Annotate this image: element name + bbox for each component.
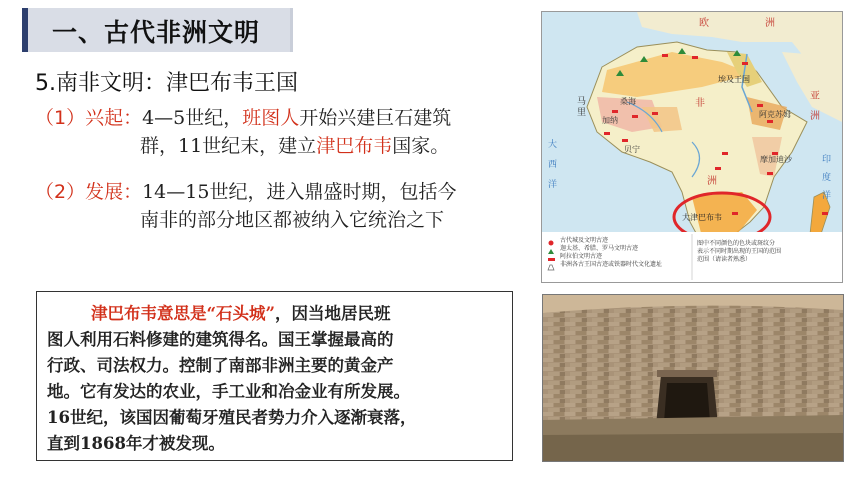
- map-legend-item: 阿拉伯文明古迹: [560, 253, 603, 260]
- description-line-3: 行政、司法权力。控制了南部非洲主要的黄金产: [47, 356, 394, 375]
- map-label-sanghai: 桑海: [620, 97, 636, 106]
- item-rise-line2: [140, 131, 449, 161]
- item-rise: [35, 103, 451, 133]
- map-note-line: 范围（请读者熟悉）: [697, 256, 752, 263]
- map-label-aksum: 阿克苏姆: [759, 110, 791, 119]
- map-label-africa-zhou: 洲: [707, 176, 717, 187]
- map-label-atlantic-1: 大: [548, 140, 558, 150]
- description-box: [36, 291, 513, 461]
- item-development-label: （2）发展：: [35, 181, 143, 203]
- great-zimbabwe-photo: [542, 294, 844, 462]
- item-rise-text-c: 开始兴建巨石建筑: [299, 107, 452, 129]
- map-label-europe-zhou: 洲: [765, 18, 775, 29]
- map-label-africa-fei: 非: [695, 98, 705, 109]
- map-legend: [560, 237, 662, 269]
- item-rise-text-a: 4—5世纪，: [142, 107, 243, 129]
- map-legend-item: 迦太基、希腊、罗马文明古迹: [560, 245, 639, 252]
- map-note-line: 表示不同时期出现的王国的范围: [697, 248, 782, 255]
- map-label-great-zimbabwe: 大津巴布韦: [682, 213, 722, 222]
- map-label-asia-zhou: 洲: [810, 111, 820, 122]
- map-label-ghana: 加纳: [602, 116, 618, 125]
- map-label-mali-li: 里: [577, 108, 587, 118]
- description-line-5: 16世纪，该国因葡萄牙殖民者势力介入逐渐衰落，: [47, 408, 417, 427]
- description-line-2: 图人利用石料修建的建筑得名。国王掌握最高的: [47, 330, 394, 349]
- map-label-indian-2: 度: [822, 173, 832, 183]
- map-label-egypt: 埃及王国: [718, 75, 750, 84]
- africa-map: [541, 11, 843, 283]
- description-lead: 津巴布韦意思是“石头城”: [91, 304, 275, 323]
- item-development: [35, 177, 456, 207]
- map-legend-item: 古代城及文明古迹: [560, 237, 609, 244]
- item-development-line1: 14—15世纪，进入鼎盛时期，包括今: [142, 181, 457, 203]
- description-line-6: 直到1868年才被发现。: [47, 434, 225, 453]
- map-label-benin: 贝宁: [624, 145, 640, 154]
- item-rise-line2-a: 群，11世纪末，建立: [140, 135, 317, 157]
- map-label-mali-ma: 马: [577, 97, 587, 107]
- map-label-atlantic-2: 西: [548, 160, 558, 170]
- description-line-1: [91, 300, 390, 324]
- stone-wall-image: [543, 295, 843, 461]
- map-label-indian-3: 洋: [822, 191, 832, 201]
- map-label-mogadishu: 摩加迪沙: [760, 155, 792, 164]
- map-label-indian-1: 印: [822, 155, 832, 165]
- map-note: [697, 240, 781, 264]
- description-line-4: 地。它有发达的农业，手工业和冶金业有所发展。: [47, 382, 410, 401]
- section-subtitle: 5.南非文明：津巴布韦王国: [35, 71, 298, 96]
- title-bar: [22, 8, 293, 52]
- map-label-atlantic-3: 洋: [548, 180, 558, 190]
- title-accent: [22, 8, 28, 52]
- map-label-asia: 亚: [810, 91, 820, 102]
- description-line-1-rest: ，因当地居民班: [274, 304, 391, 323]
- item-rise-label: （1）兴起：: [35, 107, 143, 129]
- map-legend-item: 非洲各古王国古迹或铁器时代文化遗址: [560, 261, 663, 268]
- item-development-line2: 南非的部分地区都被纳入它统治之下: [140, 209, 445, 231]
- item-rise-line2-c: 国家。: [392, 135, 450, 157]
- page-title: 一、古代非洲文明: [52, 18, 261, 47]
- item-rise-zimbabwe: 津巴布韦: [316, 135, 393, 157]
- map-note-line: 图中不同颜色的色块或斑纹分: [697, 240, 776, 247]
- map-label-europe: 欧: [699, 18, 709, 29]
- item-rise-bantu: 班图人: [242, 107, 300, 129]
